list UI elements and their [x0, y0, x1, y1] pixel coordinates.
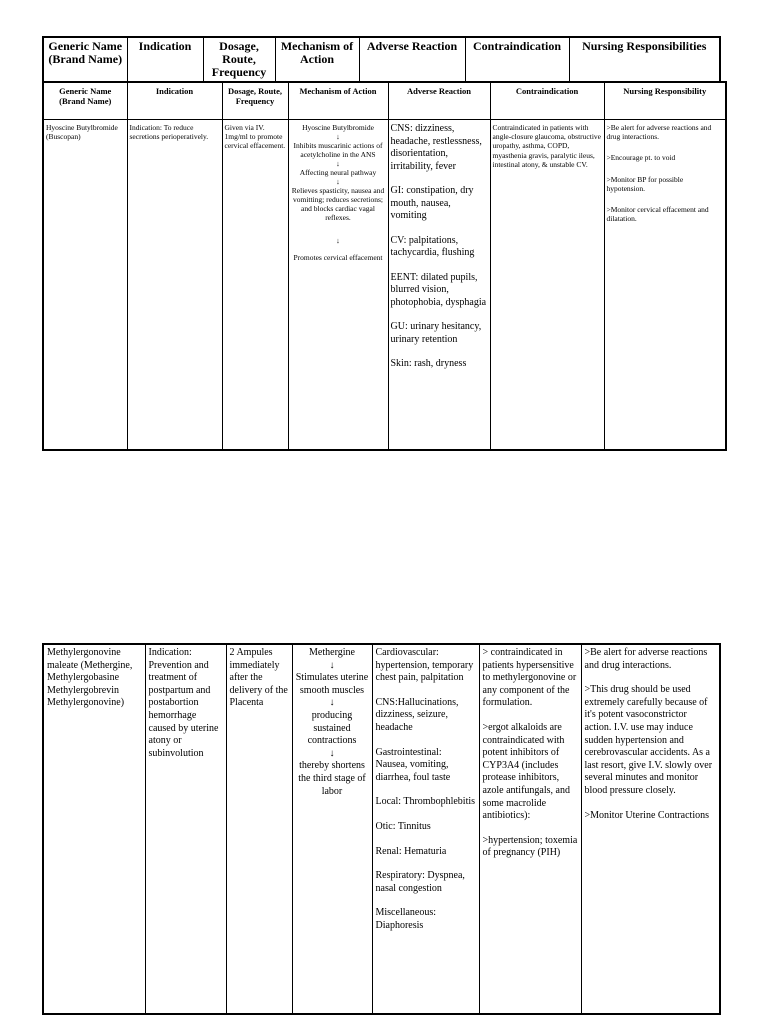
down-arrow-icon: ↓: [329, 747, 335, 759]
adverse-item: Local: Thrombophlebitis: [375, 796, 476, 808]
header-generic-name: Generic Name (Brand Name): [43, 37, 127, 82]
mechanism-step: Affecting neural pathway: [299, 168, 377, 177]
adverse-reaction-cell: [372, 644, 479, 1014]
adverse-item: GI: constipation, dry mouth, nausea, vomiting: [390, 185, 474, 221]
header-row: [43, 37, 720, 82]
down-arrow-icon: ↓: [336, 159, 340, 168]
drug-table-methylergonovine: [42, 643, 721, 1015]
down-arrow-icon: ↓: [329, 697, 335, 709]
nursing-item: >Be alert for adverse reactions and drug interactions.: [584, 647, 708, 671]
indication-cell: Indication: To reduce secretions perioperatively.: [127, 120, 222, 451]
header-table: [42, 36, 721, 83]
table-a-header-nursing: Nursing Responsibility: [604, 82, 726, 120]
mechanism-step: Stimulates uterine smooth muscles: [295, 672, 369, 696]
adverse-item: Skin: rash, dryness: [390, 358, 467, 369]
adverse-item: CNS: dizziness, headache, restlessness, disorientation, irritability, fever: [390, 123, 482, 172]
adverse-item: Miscellaneous: Diaphoresis: [375, 907, 437, 931]
nursing-item: >This drug should be used extremely carefully because of it's potent vasoconstrictor action. I.V. use may induce sudden hypertension and cerebrovascular accidents. As a last resort, give I.V. slowly over several minutes and monitor blood pressure closely.: [584, 684, 713, 796]
contraindication-cell: [479, 644, 581, 1014]
adverse-reaction-cell: [388, 120, 490, 451]
mechanism-step: Methergine: [309, 647, 355, 658]
down-arrow-icon: ↓: [336, 132, 340, 141]
header-indication: Indication: [127, 37, 203, 82]
adverse-item: CV: palpitations, tachycardia, flushing: [390, 234, 475, 258]
adverse-item: Cardiovascular: hypertension, temporary chest pain, palpitation: [375, 647, 474, 684]
contraindication-item: > contraindicated in patients hypersensitive to methylergonovine or any component of the formulation.: [482, 647, 577, 709]
mechanism-step: Relieves spasticity, nausea and vomitting; reduces secretions; and blocks cardiac vagal reflexes.: [291, 186, 385, 222]
dosage-cell: 2 Ampules immediately after the delivery of the Placenta: [226, 644, 292, 1014]
indication-cell: Indication: Prevention and treatment of postpartum and postabortion hemorrhage caused by uterine atony or subinvolution: [145, 644, 226, 1014]
adverse-item: CNS:Hallucinations, dizziness, seizure, headache: [375, 696, 459, 733]
nursing-item: >Monitor BP for possible hypotension.: [606, 174, 684, 193]
table-row: [43, 644, 720, 1014]
mechanism-cell: [292, 644, 372, 1014]
mechanism-step: producing sustained contractions: [307, 709, 357, 747]
adverse-item: Otic: Tinnitus: [375, 820, 431, 832]
contraindication-cell: Contraindicated in patients with angle-closure glaucoma, obstructive uropathy, asthma, COPD, myasthenia gravis, paralytic ileus, intestinal atony, & unstable CV.: [490, 120, 604, 451]
table-row: [43, 120, 726, 451]
table-a-header-adverse: Adverse Reaction: [388, 82, 490, 120]
header-adverse-reaction: Adverse Reaction: [359, 37, 465, 82]
table-a-header-contraindication: Contraindication: [490, 82, 604, 120]
header-nursing: Nursing Responsibilities: [569, 37, 720, 82]
dosage-cell: Given via IV. 1mg/ml to promote cervical effacement.: [222, 120, 288, 451]
drug-table-hyoscine: [42, 81, 727, 451]
nursing-cell: [581, 644, 720, 1014]
generic-name-cell: Hyoscine Butylbromide (Buscopan): [43, 120, 127, 451]
table-a-header-generic: Generic Name (Brand Name): [43, 82, 127, 120]
nursing-item: >Be alert for adverse reactions and drug interactions.: [606, 123, 712, 142]
down-arrow-icon: ↓: [336, 236, 340, 245]
table-a-header-row: [43, 82, 726, 120]
down-arrow-icon: ↓: [336, 177, 340, 186]
nursing-item: >Monitor cervical effacement and dilatation.: [606, 205, 709, 224]
nursing-item: >Encourage pt. to void: [606, 153, 676, 163]
mechanism-step: Promotes cervical effacement: [293, 253, 383, 262]
mechanism-step: Hyoscine Butylbromide: [302, 123, 374, 132]
table-a-header-indication: Indication: [127, 82, 222, 120]
mechanism-cell: [288, 120, 388, 451]
table-a-header-mechanism: Mechanism of Action: [288, 82, 388, 120]
adverse-item: EENT: dilated pupils, blurred vision, photophobia, dysphagia: [390, 271, 487, 308]
mechanism-step: thereby shortens the third stage of labor: [298, 760, 366, 797]
adverse-item: GU: urinary hesitancy, urinary retention: [390, 321, 482, 345]
nursing-cell: [604, 120, 726, 451]
adverse-item: Respiratory: Dyspnea, nasal congestion: [375, 870, 465, 894]
table-a-header-dosage: Dosage, Route, Frequency: [222, 82, 288, 120]
down-arrow-icon: ↓: [329, 659, 335, 671]
header-mechanism: Mechanism of Action: [275, 37, 359, 82]
header-dosage: Dosage, Route, Frequency: [203, 37, 275, 82]
generic-name-cell: Methylergonovine maleate (Methergine, Methylergobasine Methylergobrevin Methylergonovine): [43, 644, 145, 1014]
contraindication-item: >hypertension; toxemia of pregnancy (PIH): [482, 834, 578, 859]
nursing-item: >Monitor Uterine Contractions: [584, 809, 710, 821]
mechanism-step: Inhibits muscarinic actions of acetylcholine in the ANS: [293, 141, 383, 159]
adverse-item: Renal: Hematuria: [375, 845, 447, 857]
header-contraindication: Contraindication: [465, 37, 569, 82]
adverse-item: Gastrointestinal: Nausea, vomiting, diarrhea, foul taste: [375, 746, 451, 783]
contraindication-item: >ergot alkaloids are contraindicated with potent inhibitors of CYP3A4 (includes protease inhibitors, azole antifungals, and some macrolide antibiotics):: [482, 721, 570, 822]
